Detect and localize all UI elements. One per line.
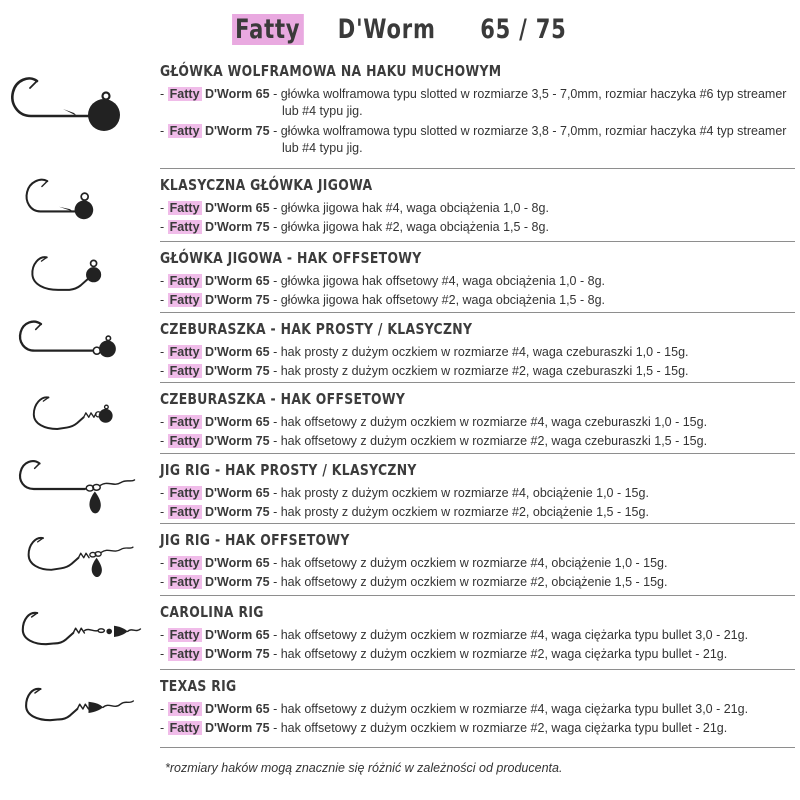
spec-line: - Fatty D'Worm 65 - hak prosty z dużym oczkiem w rozmiarze #4, obciążenie 1,0 - 15g. [160,485,649,500]
spec-text: - główka jigowa hak #4, waga obciążenia 1,0 - 8g. [273,201,549,215]
spec-line: - Fatty D'Worm 75 - hak offsetowy z dużym oczkiem w rozmiarze #2, waga ciężarka typu bullet - 21g. [160,721,728,736]
brand-highlight: Fatty [169,293,200,308]
section-content [160,524,795,596]
brand-highlight: Fatty [169,504,200,519]
icon-cell [0,317,160,379]
spec-text: - główka jigowa hak #2, waga obciążenia 1,5 - 8g. [273,220,549,235]
section-content [160,596,795,670]
footnote: *rozmiary haków mogą znacznie się różnić w zależności od producenta. [165,761,563,775]
spec-text: - główka wolframowa typu slotted w rozmiarze 3,8 - 7,0mm, rozmiar haczyka #4 typ streamer lub #4 typu jig. [273,123,787,155]
section-header: GŁÓWKA WOLFRAMOWA NA HAKU MUCHOWYM [160,62,502,80]
brand-highlight: Fatty [169,201,200,215]
spec-text: - hak prosty z dużym oczkiem w rozmiarze #4, waga czeburaszki 1,0 - 15g. [273,344,689,359]
title-brand-highlight: Fatty [232,14,303,45]
model-label: D'Worm 75 [205,220,270,235]
brand-highlight: Fatty [169,702,200,716]
section-content [160,313,795,384]
jig-rig-straight-hook-icon [1,456,159,522]
section-header: CZEBURASZKA - HAK OFFSETOWY [160,390,406,408]
brand-highlight: Fatty [169,220,200,235]
icon-cell [0,526,160,594]
spec-line: - Fatty D'Worm 65 - hak offsetowy z dużym oczkiem w rozmiarze #4, waga ciężarka typu bullet 3,0 - 21g. [160,628,749,642]
spec-text: - hak prosty z dużym oczkiem w rozmiarze #4, obciążenie 1,0 - 15g. [273,485,649,500]
spec-text: - hak prosty z dużym oczkiem w rozmiarze #2, waga czeburaszki 1,5 - 15g. [273,363,689,378]
title-product-name: D'Worm [337,14,436,45]
spec-line: - Fatty D'Worm 75 - główka jigowa hak offsetowy #2, waga obciążenia 1,5 - 8g. [160,293,605,308]
section-content [160,242,795,313]
icon-cell [0,456,160,522]
brand-highlight: Fatty [169,363,200,378]
section-tungsten-fly-hook [0,55,800,169]
section-header: KLASYCZNA GŁÓWKA JIGOWA [160,176,373,194]
spec-line: - Fatty D'Worm 65 - hak prosty z dużym oczkiem w rozmiarze #4, waga czeburaszki 1,0 - 15g. [160,344,689,359]
section-header: TEXAS RIG [160,677,237,695]
section-content [160,383,795,454]
model-label: D'Worm 65 [205,628,270,642]
section-jig-rig-offset [0,524,800,596]
model-label: D'Worm 65 [205,702,270,716]
cheburashka-offset-hook-icon [5,385,155,451]
icon-cell [0,677,160,741]
spec-line: - Fatty D'Worm 75 - hak prosty z dużym oczkiem w rozmiarze #2, obciążenie 1,5 - 15g. [160,504,649,519]
model-label: D'Worm 65 [205,485,270,500]
model-label: D'Worm 65 [205,556,270,570]
brand-highlight: Fatty [169,628,200,642]
spec-line: - Fatty D'Worm 65 - główka jigowa hak #4, waga obciążenia 1,0 - 8g. [160,201,549,215]
section-content [160,169,795,242]
cheburashka-straight-hook-icon [5,317,155,379]
section-cheburashka-offset [0,383,800,454]
section-header: GŁÓWKA JIGOWA - HAK OFFSETOWY [160,249,422,267]
spec-line: - Fatty D'Worm 75 - hak prosty z dużym oczkiem w rozmiarze #2, waga czeburaszki 1,5 - 15g. [160,363,689,378]
classic-jig-head-icon [5,171,155,241]
spec-line: - Fatty D'Worm 75 - hak offsetowy z dużym oczkiem w rozmiarze #2, waga czeburaszki 1,5 - 15g. [160,434,708,449]
brand-highlight: Fatty [169,575,200,590]
spec-text: - hak offsetowy z dużym oczkiem w rozmiarze #4, waga ciężarka typu bullet 3,0 - 21g. [273,702,749,716]
section-header: CAROLINA RIG [160,603,264,621]
offset-jig-head-icon [5,243,155,311]
icon-cell [0,72,160,152]
brand-highlight: Fatty [169,123,200,138]
brand-highlight: Fatty [169,434,200,449]
section-carolina-rig [0,596,800,670]
spec-text: - hak offsetowy z dużym oczkiem w rozmiarze #4, waga czeburaszki 1,0 - 15g. [273,415,708,429]
spec-line: - Fatty D'Worm 65 - hak offsetowy z dużym oczkiem w rozmiarze #4, waga ciężarka typu bullet 3,0 - 21g. [160,702,749,716]
section-header: JIG RIG - HAK OFFSETOWY [160,531,350,549]
model-label: D'Worm 75 [205,434,270,449]
model-label: D'Worm 75 [205,363,270,378]
brand-highlight: Fatty [169,415,200,429]
spec-text: - hak offsetowy z dużym oczkiem w rozmiarze #4, obciążenie 1,0 - 15g. [273,556,668,570]
brand-highlight: Fatty [169,274,200,288]
section-content [160,670,795,748]
texas-rig-icon [3,677,158,741]
spec-line: - Fatty D'Worm 65 - hak offsetowy z dużym oczkiem w rozmiarze #4, waga czeburaszki 1,0 - 15g. [160,415,708,429]
model-label: D'Worm 65 [205,201,270,215]
title-sizes: 65 / 75 [479,14,567,45]
brand-highlight: Fatty [169,647,200,662]
section-texas-rig [0,670,800,748]
icon-cell [0,385,160,451]
model-label: D'Worm 75 [205,123,270,138]
model-label: D'Worm 75 [205,647,270,662]
model-label: D'Worm 75 [205,504,270,519]
spec-text: - główka jigowa hak offsetowy #2, waga obciążenia 1,5 - 8g. [273,293,605,308]
spec-text: - hak prosty z dużym oczkiem w rozmiarze #2, obciążenie 1,5 - 15g. [273,504,649,519]
brand-highlight: Fatty [169,87,200,101]
spec-text: - hak offsetowy z dużym oczkiem w rozmiarze #4, waga ciężarka typu bullet 3,0 - 21g. [273,628,749,642]
model-label: D'Worm 75 [205,721,270,736]
spec-line: - Fatty D'Worm 65 - główka wolframowa typu slotted w rozmiarze 3,5 - 7,0mm, rozmiar haczyka #6 typ streamer lub #4 typu jig. [160,87,787,119]
section-classic-jig-head [0,169,800,242]
section-content [160,55,795,169]
brand-highlight: Fatty [169,344,200,359]
spec-line: - Fatty D'Worm 75 - hak offsetowy z dużym oczkiem w rozmiarze #2, obciążenie 1,5 - 15g. [160,575,668,590]
spec-line: - Fatty D'Worm 65 - główka jigowa hak offsetowy #4, waga obciążenia 1,0 - 8g. [160,274,605,288]
section-header: CZEBURASZKA - HAK PROSTY / KLASYCZNY [160,319,473,338]
model-label: D'Worm 65 [205,274,270,288]
model-label: D'Worm 65 [205,344,270,359]
page-title [0,14,800,45]
spec-line: - Fatty D'Worm 75 - główka wolframowa typu slotted w rozmiarze 3,8 - 7,0mm, rozmiar haczyka #4 typ streamer lub #4 typu jig. [160,123,787,155]
tungsten-flyhook-icon [5,72,155,152]
section-cheburashka-straight [0,313,800,384]
brand-highlight: Fatty [169,556,200,570]
carolina-rig-icon [0,601,160,665]
spec-text: - główka wolframowa typu slotted w rozmiarze 3,5 - 7,0mm, rozmiar haczyka #6 typ streamer lub #4 typu jig. [273,87,787,119]
spec-text: - hak offsetowy z dużym oczkiem w rozmiarze #2, waga czeburaszki 1,5 - 15g. [273,434,708,449]
section-offset-jig-head [0,242,800,313]
spec-text: - hak offsetowy z dużym oczkiem w rozmiarze #2, waga ciężarka typu bullet - 21g. [273,647,728,662]
model-label: D'Worm 65 [205,87,270,101]
icon-cell [0,601,160,665]
icon-cell [0,171,160,241]
model-label: D'Worm 65 [205,415,270,429]
spec-line: - Fatty D'Worm 75 - główka jigowa hak #2, waga obciążenia 1,5 - 8g. [160,220,549,235]
brand-highlight: Fatty [169,485,200,500]
jig-rig-offset-hook-icon [1,526,159,594]
spec-line: - Fatty D'Worm 65 - hak offsetowy z dużym oczkiem w rozmiarze #4, obciążenie 1,0 - 15g. [160,556,668,570]
model-label: D'Worm 75 [205,293,270,308]
icon-cell [0,243,160,311]
brand-highlight: Fatty [169,721,200,736]
model-label: D'Worm 75 [205,575,270,590]
spec-line: - Fatty D'Worm 75 - hak offsetowy z dużym oczkiem w rozmiarze #2, waga ciężarka typu bullet - 21g. [160,647,728,662]
section-header: JIG RIG - HAK PROSTY / KLASYCZNY [160,460,417,479]
section-jig-rig-straight [0,454,800,525]
section-content [160,454,795,525]
spec-text: - hak offsetowy z dużym oczkiem w rozmiarze #2, waga ciężarka typu bullet - 21g. [273,721,728,736]
spec-text: - główka jigowa hak offsetowy #4, waga obciążenia 1,0 - 8g. [273,274,605,288]
spec-text: - hak offsetowy z dużym oczkiem w rozmiarze #2, obciążenie 1,5 - 15g. [273,575,668,590]
